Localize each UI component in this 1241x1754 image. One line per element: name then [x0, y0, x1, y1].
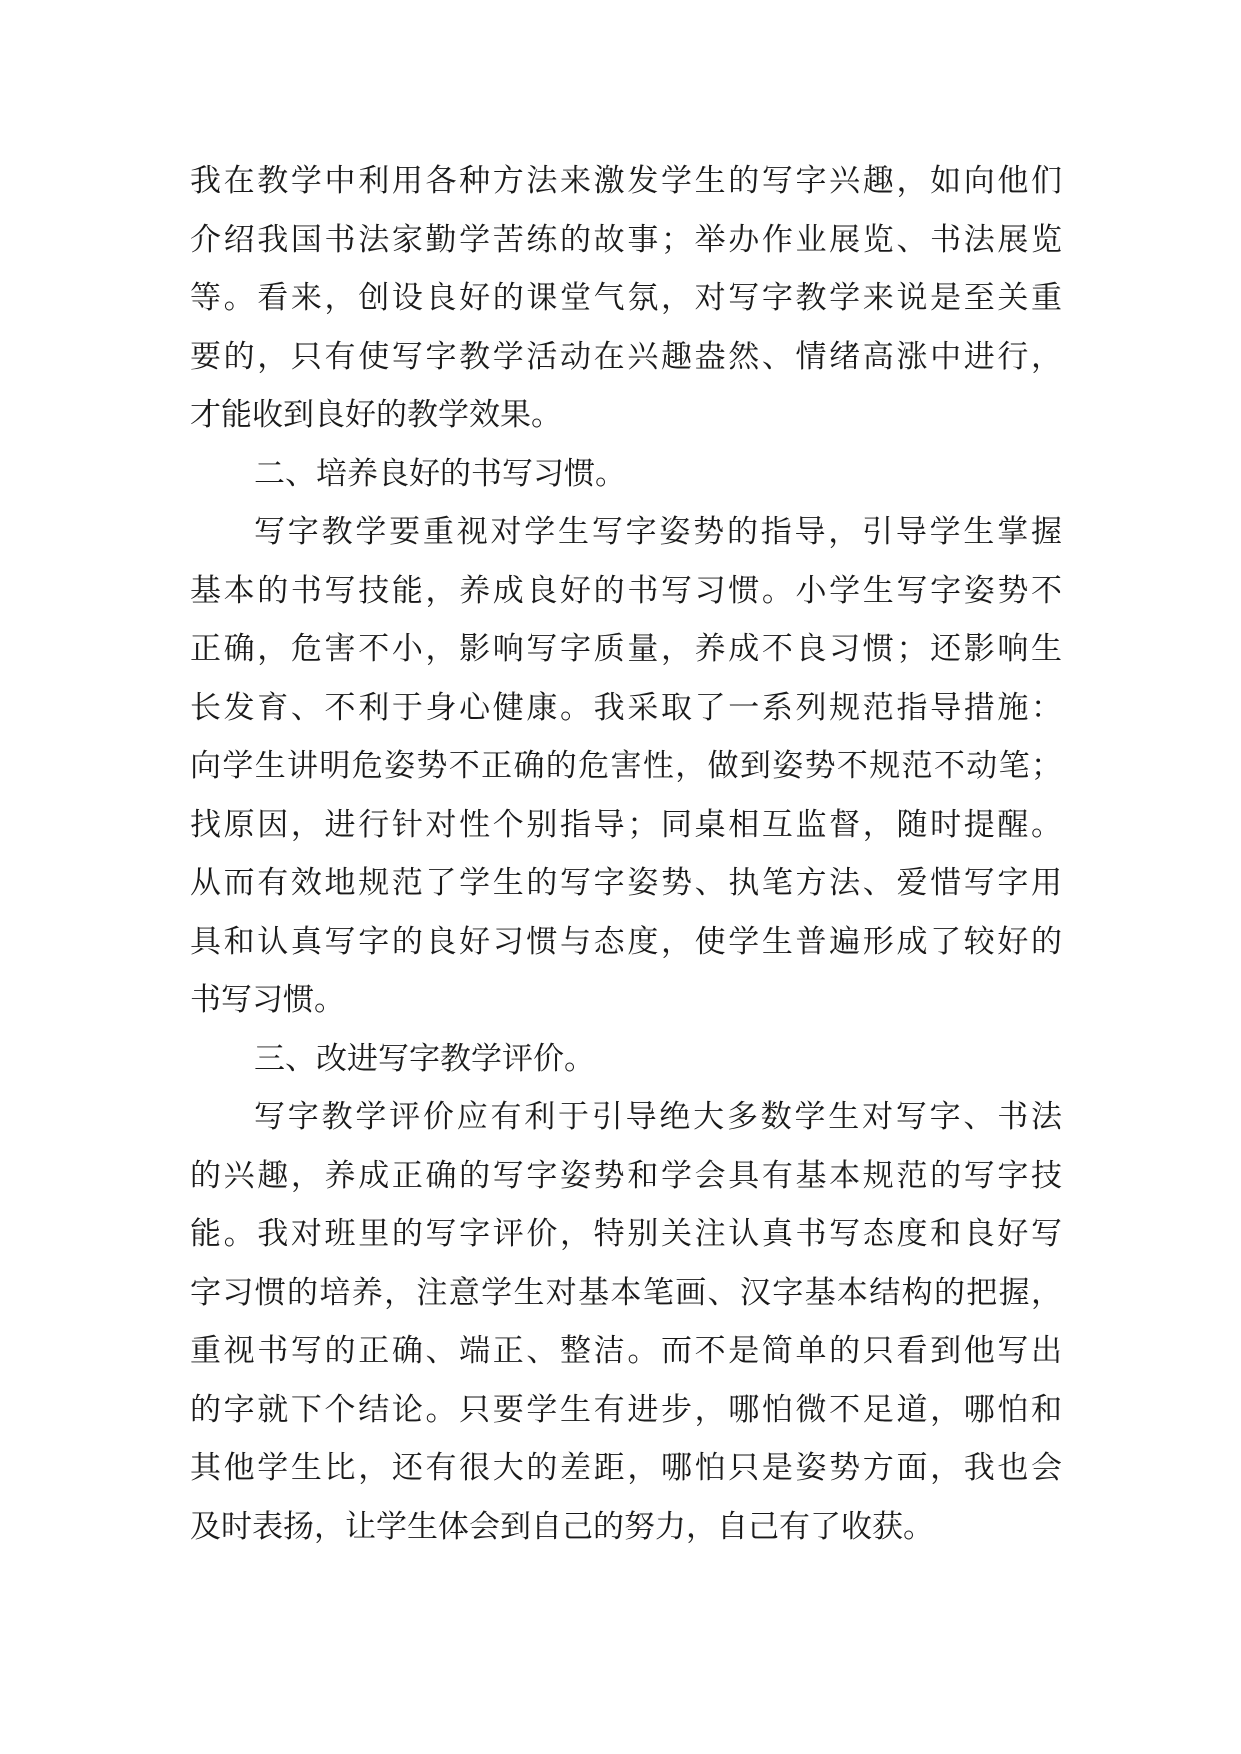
body-line: 书写习惯。: [190, 982, 345, 1018]
body-line: 写字教学评价应有利于引导绝大多数学生对写字、书法: [254, 1099, 1062, 1135]
body-line: 其他学生比，还有很大的差距，哪怕只是姿势方面，我也会: [190, 1450, 1062, 1486]
body-line: 具和认真写字的良好习惯与态度，使学生普遍形成了较好的: [190, 923, 1062, 960]
body-line: 长发育、不利于身心健康。我采取了一系列规范指导措施：: [190, 689, 1062, 726]
document-body: [190, 152, 1062, 1556]
body-line: 重视书写的正确、端正、整洁。而不是简单的只看到他写出: [190, 1333, 1062, 1369]
body-line: 字习惯的培养，注意学生对基本笔画、汉字基本结构的把握，: [190, 1274, 1062, 1311]
body-line: 介绍我国书法家勤学苦练的故事；举办作业展览、书法展览: [190, 221, 1062, 258]
body-line: 正确，危害不小，影响写字质量，养成不良习惯；还影响生: [190, 631, 1062, 667]
body-line: 向学生讲明危姿势不正确的危害性，做到姿势不规范不动笔；: [190, 748, 1062, 784]
body-line: 从而有效地规范了学生的写字姿势、执笔方法、爱惜写字用: [190, 865, 1062, 901]
body-line: 要的，只有使写字教学活动在兴趣盎然、情绪高涨中进行，: [190, 338, 1062, 375]
body-line: 的字就下个结论。只要学生有进步，哪怕微不足道，哪怕和: [190, 1391, 1062, 1428]
body-line: 及时表扬，让学生体会到自己的努力，自己有了收获。: [190, 1508, 934, 1545]
body-line: 等。看来，创设良好的课堂气氛，对写字教学来说是至关重: [190, 280, 1062, 316]
section-heading: 三、改进写字教学评价。: [254, 1040, 595, 1077]
body-line: 基本的书写技能，养成良好的书写习惯。小学生写字姿势不: [190, 572, 1062, 609]
body-line: 我在教学中利用各种方法来激发学生的写字兴趣，如向他们: [190, 163, 1062, 199]
body-line: 能。我对班里的写字评价，特别关注认真书写态度和良好写: [190, 1216, 1062, 1252]
body-line: 写字教学要重视对学生写字姿势的指导，引导学生掌握: [254, 514, 1062, 550]
section-heading: 二、培养良好的书写习惯。: [254, 455, 626, 492]
body-line: 才能收到良好的教学效果。: [190, 397, 562, 433]
body-line: 的兴趣，养成正确的写字姿势和学会具有基本规范的写字技: [190, 1157, 1062, 1194]
body-line: 找原因，进行针对性个别指导；同桌相互监督，随时提醒。: [190, 806, 1062, 843]
